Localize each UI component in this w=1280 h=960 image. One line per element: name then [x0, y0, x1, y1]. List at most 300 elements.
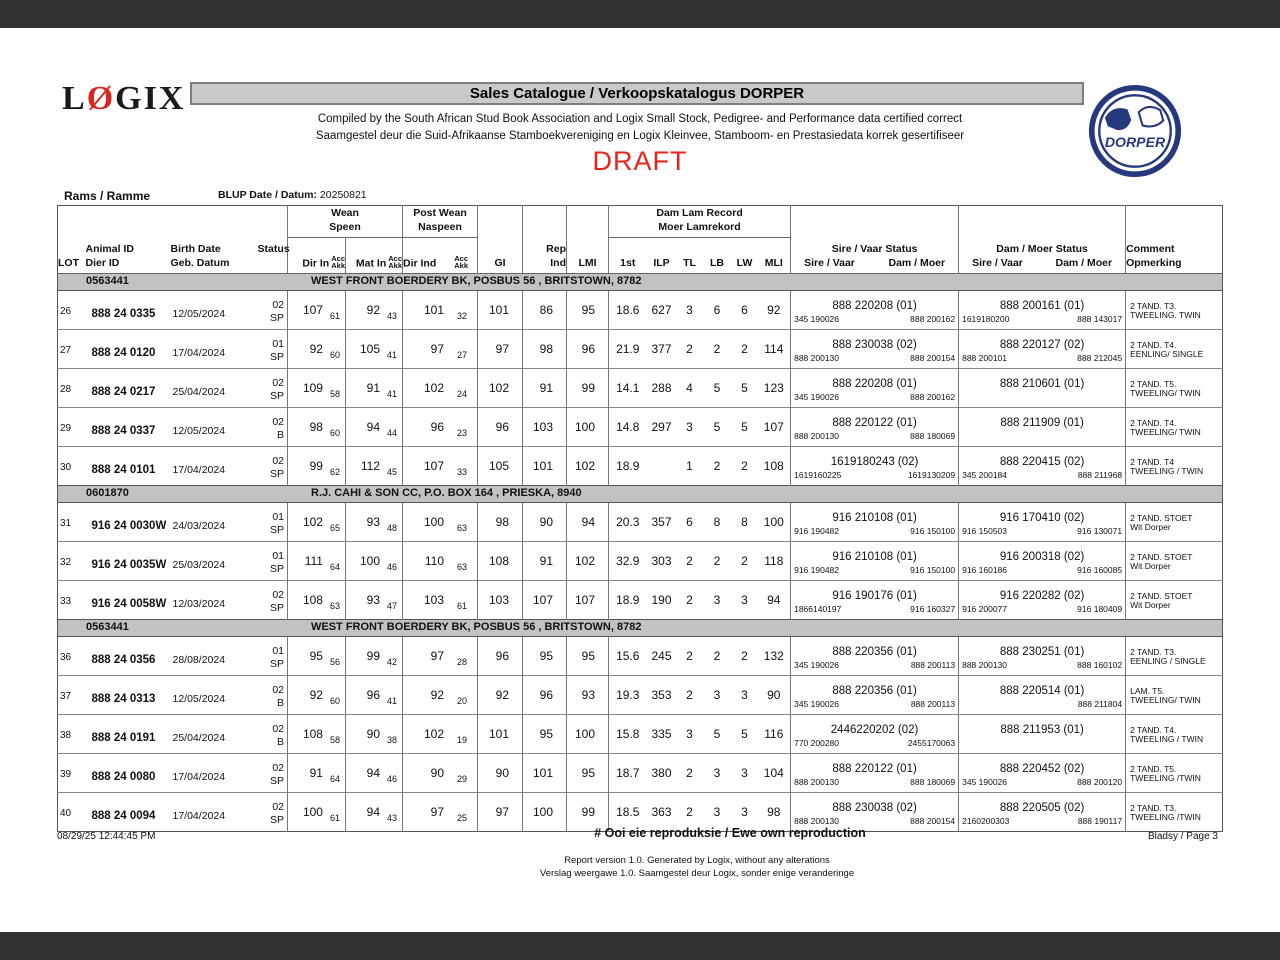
grandparent-ids — [791, 698, 958, 709]
group-header-post-wean-af: Naspeen — [418, 221, 462, 233]
damlam-lb-cell: 2 — [703, 330, 732, 369]
index-value: 102 — [423, 727, 444, 741]
index-value: 92 — [430, 688, 444, 702]
birth-date-cell: 17/04/2024 — [171, 754, 258, 793]
index-value: 112 — [360, 459, 380, 473]
index-value: 97 — [430, 649, 444, 663]
accuracy-value: 46 — [387, 562, 398, 572]
lmi-cell: 100 — [567, 408, 609, 447]
grandsire-id: 770 200280 — [794, 737, 840, 748]
lmi-cell: 94 — [567, 503, 609, 542]
damlam-lw-cell: 2 — [732, 542, 758, 581]
blup-date-label: BLUP Date / Datum: — [218, 189, 317, 201]
animal-id-cell: 916 24 0030W — [86, 503, 171, 542]
status-line1: 01 — [272, 510, 284, 523]
lmi-cell: 107 — [567, 581, 609, 620]
sire-status-cell — [791, 447, 959, 486]
breeder-name: WEST FRONT BOERDERY BK, POSBUS 56 , BRITSTOWN, 8782 — [311, 275, 642, 287]
comment-line2: TWEELING. TWIN — [1130, 310, 1201, 320]
acc-label: Acc — [331, 253, 345, 263]
grandparent-ids — [959, 737, 1125, 747]
grandsire-id: 345 190026 — [794, 313, 840, 324]
rep-ind-cell: 98 — [523, 330, 567, 369]
birth-date-cell: 24/03/2024 — [171, 503, 258, 542]
granddam-id: 888 200113 — [910, 698, 956, 709]
accuracy-value: 64 — [329, 774, 340, 784]
footer-reproduction-note: # Ooi eie reproduksie / Ewe own reproduction — [594, 826, 866, 840]
lmi-cell: 100 — [567, 715, 609, 754]
accuracy-value: 61 — [329, 311, 340, 321]
comment-line2: TWEELING / TWIN — [1130, 734, 1204, 744]
grandsire-id: 888 200130 — [794, 815, 840, 826]
comment-cell — [1126, 408, 1223, 447]
damlam-mli-cell: 100 — [758, 503, 791, 542]
wean-mat-index-cell — [346, 291, 403, 330]
postwean-dir-index-cell — [403, 291, 478, 330]
lmi-cell: 102 — [567, 542, 609, 581]
status-line2: B — [276, 428, 284, 441]
grandparent-ids — [791, 430, 958, 441]
col-header-sire-sub-dam: Dam / Moer — [888, 257, 946, 269]
wean-mat-index-cell — [346, 542, 403, 581]
report-version-af: Verslag weergawe 1.0. Saamgestel deur Logix, sonder enige veranderinge — [539, 868, 855, 879]
lmi-cell: 95 — [567, 291, 609, 330]
col-header-dam-status-title: Dam / Moer Status — [996, 243, 1088, 255]
grandparent-ids — [791, 313, 958, 324]
parent-id: 888 220452 (02) — [999, 762, 1085, 775]
damlam-lw-cell: 5 — [732, 369, 758, 408]
parent-id: 888 211909 (01) — [1000, 417, 1084, 429]
grandsire-id: 916 200077 — [962, 603, 1008, 614]
section-line — [0, 189, 1280, 205]
comment-cell — [1126, 447, 1223, 486]
col-header-status-label: Status — [257, 243, 290, 255]
comment-line1: LAM. T5. — [1130, 685, 1165, 696]
status-line2: SP — [269, 311, 284, 324]
birth-date-cell: 25/04/2024 — [171, 715, 258, 754]
comment-line1: 2 TAND. STOET — [1130, 512, 1193, 523]
damlam-ilp-cell: 288 — [647, 369, 677, 408]
comment-cell — [1126, 676, 1223, 715]
col-header-comment-af: Opmerking — [1126, 257, 1182, 269]
grandsire-id: 2160200303 — [962, 815, 1010, 826]
akk-label: Akk — [331, 261, 345, 270]
comment-line1: 2 TAND. T3. — [1130, 300, 1177, 311]
comment-line2: TWEELING / TWIN — [1130, 466, 1204, 476]
damlam-1st-cell: 32.9 — [609, 542, 647, 581]
postwean-dir-index-cell — [403, 637, 478, 676]
comment-cell — [1126, 793, 1223, 832]
wean-dir-index-cell — [288, 676, 346, 715]
accuracy-value: 64 — [329, 562, 340, 572]
rep-ind-cell: 96 — [523, 676, 567, 715]
damlam-1st-cell: 15.8 — [609, 715, 647, 754]
animal-id-cell: 888 24 0356 — [86, 637, 171, 676]
parent-id: 916 210108 (01) — [832, 550, 917, 563]
grandsire-id: 345 190026 — [962, 776, 1008, 787]
group-header-wean-en: Wean — [331, 207, 359, 219]
table-body — [58, 274, 1223, 832]
accuracy-value: 56 — [329, 657, 340, 667]
comment-cell — [1126, 715, 1223, 754]
index-value: 107 — [302, 303, 323, 317]
logix-logo-gix: GIX — [115, 80, 186, 117]
damlam-mli-cell: 114 — [758, 330, 791, 369]
wean-mat-index-cell — [346, 754, 403, 793]
animal-id-cell: 916 24 0035W — [86, 542, 171, 581]
grandparent-ids — [959, 525, 1125, 536]
wean-mat-index-cell — [346, 637, 403, 676]
section-title: Rams / Ramme — [64, 189, 151, 203]
sire-status-cell — [791, 637, 959, 676]
index-value: 94 — [366, 420, 380, 434]
wean-dir-index-cell — [288, 715, 346, 754]
status-line2: SP — [269, 562, 284, 575]
dam-status-cell — [959, 447, 1126, 486]
sire-status-cell — [791, 503, 959, 542]
col-header-sire-status — [791, 206, 959, 274]
top-dark-bar — [0, 0, 1280, 28]
status-line2: SP — [269, 657, 284, 670]
damlam-lw-cell: 3 — [732, 581, 758, 620]
index-value: 108 — [302, 727, 323, 741]
status-cell — [258, 793, 288, 832]
breeder-code: 0563441 — [86, 275, 129, 287]
grandparent-ids — [791, 776, 958, 787]
damlam-tl-cell: 3 — [677, 715, 703, 754]
wean-dir-index-cell — [288, 369, 346, 408]
dam-status-cell — [959, 542, 1126, 581]
rep-ind-cell: 107 — [523, 581, 567, 620]
accuracy-value: 62 — [329, 467, 340, 477]
status-cell — [258, 408, 288, 447]
accuracy-value: 43 — [387, 311, 398, 321]
parent-id: 888 220122 (01) — [832, 762, 917, 775]
comment-cell — [1126, 291, 1223, 330]
damlam-tl-cell: 4 — [677, 369, 703, 408]
parent-id: 888 220415 (02) — [999, 455, 1085, 468]
damlam-lb-cell: 6 — [703, 291, 732, 330]
dam-status-cell — [959, 369, 1126, 408]
logix-logo — [62, 82, 185, 116]
damlam-mli-cell: 90 — [758, 676, 791, 715]
col-header-gi: GI — [478, 206, 523, 274]
granddam-id: 916 150100 — [910, 564, 956, 575]
granddam-id: 1619130209 — [907, 469, 956, 480]
group-header-dam-lam-record — [609, 206, 791, 238]
grandsire-id: 345 190026 — [794, 659, 840, 670]
damlam-lb-cell: 3 — [703, 754, 732, 793]
accuracy-value: 19 — [457, 735, 468, 745]
white-sheep-head-icon — [1139, 107, 1163, 127]
postwean-dir-index-cell — [403, 330, 478, 369]
accuracy-value: 32 — [457, 311, 468, 321]
index-value: 92 — [309, 342, 323, 356]
status-cell — [258, 754, 288, 793]
lot-cell: 29 — [58, 408, 86, 447]
birth-date-cell: 17/04/2024 — [171, 793, 258, 832]
wean-dir-index-cell — [288, 330, 346, 369]
damlam-1st-cell: 15.6 — [609, 637, 647, 676]
damlam-mli-cell: 132 — [758, 637, 791, 676]
sire-status-cell — [791, 676, 959, 715]
blup-date-value: 20250821 — [319, 189, 367, 201]
postwean-dir-index-cell — [403, 715, 478, 754]
damlam-tl-cell: 2 — [677, 330, 703, 369]
comment-line2: TWEELING /TWIN — [1130, 773, 1201, 783]
granddam-id: 888 200120 — [1077, 776, 1123, 787]
granddam-id: 916 160327 — [910, 603, 956, 614]
index-value: 90 — [366, 727, 380, 741]
breeder-group-row — [58, 486, 1223, 503]
status-line1: 02 — [272, 800, 284, 813]
damlam-tl-cell: 2 — [677, 676, 703, 715]
accuracy-value: 38 — [387, 735, 398, 745]
comment-line2: EENLING/ SINGLE — [1130, 349, 1204, 359]
sire-status-cell — [791, 291, 959, 330]
report-version-en: Report version 1.0. Generated by Logix, without any alterations — [564, 855, 830, 866]
index-value: 95 — [309, 649, 323, 663]
accuracy-value: 44 — [387, 428, 398, 438]
status-cell — [258, 330, 288, 369]
animal-row — [58, 447, 1223, 486]
birth-date-cell: 12/03/2024 — [171, 581, 258, 620]
breeder-group-cell — [58, 620, 1223, 637]
status-line1: 02 — [272, 588, 284, 601]
group-header-wean-af: Speen — [329, 221, 361, 233]
group-header-post-wean — [403, 206, 478, 238]
lot-cell: 39 — [58, 754, 86, 793]
status-line2: SP — [269, 350, 284, 363]
damlam-tl-cell: 2 — [677, 581, 703, 620]
index-value: 98 — [309, 420, 323, 434]
status-line1: 02 — [272, 761, 284, 774]
parent-id: 888 200161 (01) — [999, 299, 1085, 312]
damlam-ilp-cell: 245 — [647, 637, 677, 676]
logix-logo-l: L — [62, 80, 87, 117]
sire-status-cell — [791, 542, 959, 581]
damlam-1st-cell: 18.7 — [609, 754, 647, 793]
col-header-tl: TL — [677, 238, 703, 274]
col-header-rep-ind — [523, 206, 567, 274]
comment-line2: Wit Dorper — [1130, 600, 1171, 610]
grandsire-id: 345 190026 — [794, 698, 840, 709]
parent-id: 888 220356 (01) — [832, 645, 917, 658]
damlam-1st-cell: 18.5 — [609, 793, 647, 832]
damlam-mli-cell: 98 — [758, 793, 791, 832]
damlam-lw-cell: 3 — [732, 676, 758, 715]
animal-id-cell: 916 24 0058W — [86, 581, 171, 620]
damlam-mli-cell: 118 — [758, 542, 791, 581]
dam-status-cell — [959, 291, 1126, 330]
gi-cell: 103 — [478, 581, 523, 620]
sire-status-cell — [791, 330, 959, 369]
wean-dir-index-cell — [288, 793, 346, 832]
comment-line2: EENLING / SINGLE — [1130, 656, 1206, 666]
accuracy-value: 58 — [329, 735, 340, 745]
rep-ind-cell: 91 — [523, 369, 567, 408]
lmi-cell: 95 — [567, 754, 609, 793]
grandparent-ids — [959, 430, 1125, 440]
comment-cell — [1126, 581, 1223, 620]
damlam-mli-cell: 92 — [758, 291, 791, 330]
accuracy-value: 47 — [387, 601, 398, 611]
col-header-dam-status — [959, 206, 1126, 274]
animal-row — [58, 715, 1223, 754]
damlam-lb-cell: 5 — [703, 715, 732, 754]
damlam-lw-cell: 8 — [732, 503, 758, 542]
postwean-dir-index-cell — [403, 503, 478, 542]
grandparent-ids — [959, 698, 1125, 709]
granddam-id: 888 180069 — [910, 430, 956, 441]
damlam-tl-cell: 3 — [677, 291, 703, 330]
comment-cell — [1126, 637, 1223, 676]
damlam-mli-cell: 94 — [758, 581, 791, 620]
status-line1: 02 — [272, 376, 284, 389]
accuracy-value: 42 — [387, 657, 398, 667]
birth-date-cell: 12/05/2024 — [171, 291, 258, 330]
granddam-id: 888 180069 — [910, 776, 956, 787]
animal-row — [58, 581, 1223, 620]
index-value: 90 — [430, 766, 444, 780]
wean-mat-index-cell — [346, 503, 403, 542]
breeder-name: R.J. CAHI & SON CC, P.O. BOX 164 , PRIESKA, 8940 — [311, 487, 582, 499]
index-value: 93 — [366, 515, 380, 529]
lmi-cell: 95 — [567, 637, 609, 676]
damlam-ilp-cell: 363 — [647, 793, 677, 832]
grandparent-ids — [791, 469, 958, 480]
index-value: 102 — [423, 381, 444, 395]
parent-id: 888 230251 (01) — [999, 645, 1085, 658]
gi-cell: 108 — [478, 542, 523, 581]
damlam-ilp-cell: 357 — [647, 503, 677, 542]
damlam-lw-cell: 2 — [732, 447, 758, 486]
comment-line2: TWEELING/ TWIN — [1130, 388, 1201, 398]
dorper-breed-logo — [1088, 84, 1182, 183]
status-line2: SP — [269, 813, 284, 826]
col-header-animal-id-en: Animal ID — [85, 243, 134, 255]
col-header-dir-in-label: Dir In — [302, 257, 330, 269]
accuracy-value: 58 — [329, 389, 340, 399]
dam-status-cell — [959, 637, 1126, 676]
damlam-lw-cell: 2 — [732, 637, 758, 676]
damlam-ilp-cell: 353 — [647, 676, 677, 715]
birth-date-cell: 17/04/2024 — [171, 447, 258, 486]
lot-cell: 33 — [58, 581, 86, 620]
birth-date-cell: 28/08/2024 — [171, 637, 258, 676]
granddam-id: 888 200113 — [910, 659, 956, 670]
damlam-lb-cell: 2 — [703, 637, 732, 676]
gi-cell: 97 — [478, 793, 523, 832]
granddam-id: 888 143017 — [1077, 313, 1123, 324]
damlam-lb-cell: 8 — [703, 503, 732, 542]
col-header-lmi: LMI — [567, 206, 609, 274]
grandsire-id: 888 200130 — [794, 776, 840, 787]
col-header-ind: Ind — [550, 257, 567, 269]
granddam-id: 888 211968 — [1077, 469, 1123, 480]
wean-dir-index-cell — [288, 637, 346, 676]
footer-page-number: Bladsy / Page 3 — [1147, 831, 1218, 842]
comment-line2: TWEELING /TWIN — [1130, 812, 1201, 822]
grandsire-id: 916 160186 — [962, 564, 1008, 575]
rep-ind-cell: 100 — [523, 793, 567, 832]
damlam-1st-cell: 18.9 — [609, 581, 647, 620]
rep-ind-cell: 101 — [523, 754, 567, 793]
dam-status-cell — [959, 408, 1126, 447]
status-line1: 01 — [272, 644, 284, 657]
group-header-dam-lam-en: Dam Lam Record — [656, 207, 743, 219]
animal-id-cell: 888 24 0101 — [86, 447, 171, 486]
animal-row — [58, 503, 1223, 542]
accuracy-value: 23 — [457, 428, 468, 438]
comment-cell — [1126, 330, 1223, 369]
grandsire-id: 345 200184 — [962, 469, 1008, 480]
accuracy-value: 48 — [387, 523, 398, 533]
logix-logo-o-icon: Ø — [86, 80, 116, 117]
status-line2: SP — [269, 774, 284, 787]
parent-id: 888 220356 (01) — [832, 684, 917, 697]
index-value: 91 — [309, 766, 323, 780]
index-value: 102 — [302, 515, 323, 529]
granddam-id: 888 160102 — [1077, 659, 1123, 670]
animal-row — [58, 754, 1223, 793]
postwean-dir-index-cell — [403, 754, 478, 793]
damlam-mli-cell: 108 — [758, 447, 791, 486]
grandparent-ids — [959, 659, 1125, 670]
grandsire-id: 916 190482 — [794, 525, 840, 536]
comment-line2: TWEELING/ TWIN — [1130, 695, 1201, 705]
col-header-comment — [1126, 206, 1223, 274]
damlam-tl-cell: 3 — [677, 408, 703, 447]
accuracy-value: 33 — [457, 467, 468, 477]
birth-date-cell: 12/05/2024 — [171, 408, 258, 447]
accuracy-value: 46 — [387, 774, 398, 784]
acc-label: Acc — [388, 253, 403, 263]
rep-ind-cell: 90 — [523, 503, 567, 542]
col-header-dam-sub-dam: Dam / Moer — [1055, 257, 1113, 269]
col-header-birth-date-af: Geb. Datum — [170, 257, 230, 269]
grandsire-id: 888 200101 — [962, 352, 1008, 363]
animal-id-cell: 888 24 0217 — [86, 369, 171, 408]
postwean-dir-index-cell — [403, 676, 478, 715]
status-cell — [258, 542, 288, 581]
lot-cell: 32 — [58, 542, 86, 581]
grandparent-ids — [791, 391, 958, 402]
damlam-lb-cell: 2 — [703, 542, 732, 581]
animal-row — [58, 676, 1223, 715]
col-header-mat-in — [346, 238, 403, 274]
damlam-1st-cell: 20.3 — [609, 503, 647, 542]
granddam-id: 888 200162 — [910, 313, 956, 324]
postwean-dir-index-cell — [403, 581, 478, 620]
damlam-tl-cell: 2 — [677, 542, 703, 581]
lot-cell: 30 — [58, 447, 86, 486]
granddam-id: 888 212045 — [1077, 352, 1123, 363]
lmi-cell: 102 — [567, 447, 609, 486]
dorper-logo-text: DORPER — [1104, 133, 1166, 150]
wean-mat-index-cell — [346, 676, 403, 715]
grandparent-ids — [791, 564, 958, 575]
comment-line1: 2 TAND. T4. — [1130, 724, 1177, 735]
damlam-lw-cell: 5 — [732, 408, 758, 447]
col-header-mat-in-label: Mat In — [355, 257, 387, 269]
akk-label: Akk — [388, 261, 403, 270]
index-value: 103 — [423, 593, 444, 607]
index-value: 101 — [423, 303, 444, 317]
wean-dir-index-cell — [288, 408, 346, 447]
lot-cell: 26 — [58, 291, 86, 330]
grandsire-id: 916 190482 — [794, 564, 840, 575]
